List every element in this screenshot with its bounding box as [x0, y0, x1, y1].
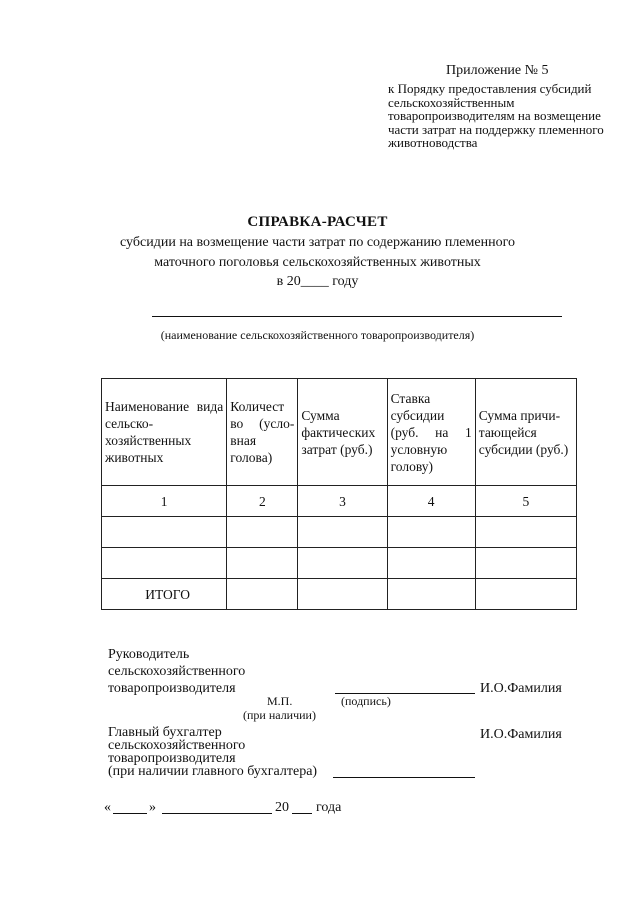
table-cell — [387, 517, 475, 548]
document-subtitle-line-2: маточного поголовья сельскохозяйственных животных — [154, 255, 481, 270]
table-cell — [102, 517, 227, 548]
header-actual-costs: Сумма фактических затрат (руб.) — [298, 379, 387, 486]
date-suffix: года — [316, 800, 342, 815]
table-cell — [475, 579, 576, 610]
date-year-prefix: 20 — [275, 800, 289, 815]
accountant-title-line-3: товаропроизводителя — [108, 751, 236, 766]
table-cell — [227, 517, 298, 548]
date-close-quote: » — [149, 800, 156, 815]
head-name: И.О.Фамилия — [480, 681, 562, 696]
document-subtitle-year: в 20____ году — [276, 274, 359, 289]
header-quantity: Количест во (усло-вная голова) — [227, 379, 298, 486]
table-header-row — [102, 379, 577, 486]
organization-caption: (наименование сельскохозяйственного товаропроизводителя) — [160, 328, 475, 342]
table-row — [102, 517, 577, 548]
appendix-title: Приложение № 5 — [446, 63, 549, 78]
column-number: 5 — [475, 486, 576, 517]
column-number: 3 — [298, 486, 387, 517]
total-label: ИТОГО — [102, 579, 227, 610]
calculation-table — [101, 378, 577, 610]
accountant-signature-line — [333, 777, 475, 778]
table-cell — [227, 579, 298, 610]
organization-name-line — [152, 316, 562, 317]
column-number: 2 — [227, 486, 298, 517]
head-title-line-3: товаропроизводителя — [108, 681, 236, 696]
table-cell — [298, 517, 387, 548]
header-subsidy-amount: Сумма причи-тающейся субсидии (руб.) — [475, 379, 576, 486]
table-number-row — [102, 486, 577, 517]
table-cell — [387, 579, 475, 610]
head-title-line-2: сельскохозяйственного — [108, 664, 246, 679]
column-number: 4 — [387, 486, 475, 517]
table-cell — [387, 548, 475, 579]
stamp-label: М.П. — [267, 694, 293, 708]
accountant-title-line-4: (при наличии главного бухгалтера) — [108, 764, 318, 779]
header-subsidy-rate: Ставка субсидии (руб. на 1 условную голову) — [387, 379, 475, 486]
signature-caption: (подпись) — [341, 694, 391, 708]
column-number: 1 — [102, 486, 227, 517]
stamp-note: (при наличии) — [243, 708, 316, 722]
date-day-line — [113, 813, 147, 814]
date-year-line — [292, 813, 312, 814]
accountant-name: И.О.Фамилия — [480, 727, 562, 742]
table-cell — [298, 548, 387, 579]
table-cell — [475, 517, 576, 548]
accountant-title-line-2: сельскохозяйственного — [108, 738, 246, 753]
table-row — [102, 548, 577, 579]
date-month-line — [162, 813, 272, 814]
table-cell — [298, 579, 387, 610]
table-total-row — [102, 579, 577, 610]
table-cell — [475, 548, 576, 579]
document-title: СПРАВКА-РАСЧЕТ — [247, 214, 388, 230]
document-subtitle-line-1: субсидии на возмещение части затрат по содержанию племенного — [120, 235, 515, 250]
head-title-line-1: Руководитель — [108, 647, 190, 662]
table-cell — [227, 548, 298, 579]
date-open-quote: « — [104, 800, 111, 815]
table-cell — [102, 548, 227, 579]
appendix-reference: к Порядку предоставления субсидий сельскохозяйственным товаропроизводителям на возмещение части затрат на поддержку племенного животноводства — [388, 81, 604, 150]
header-animal-type: Наименование вида сельско-хозяйственных животных — [102, 379, 227, 486]
accountant-title-line-1: Главный бухгалтер — [108, 725, 222, 740]
